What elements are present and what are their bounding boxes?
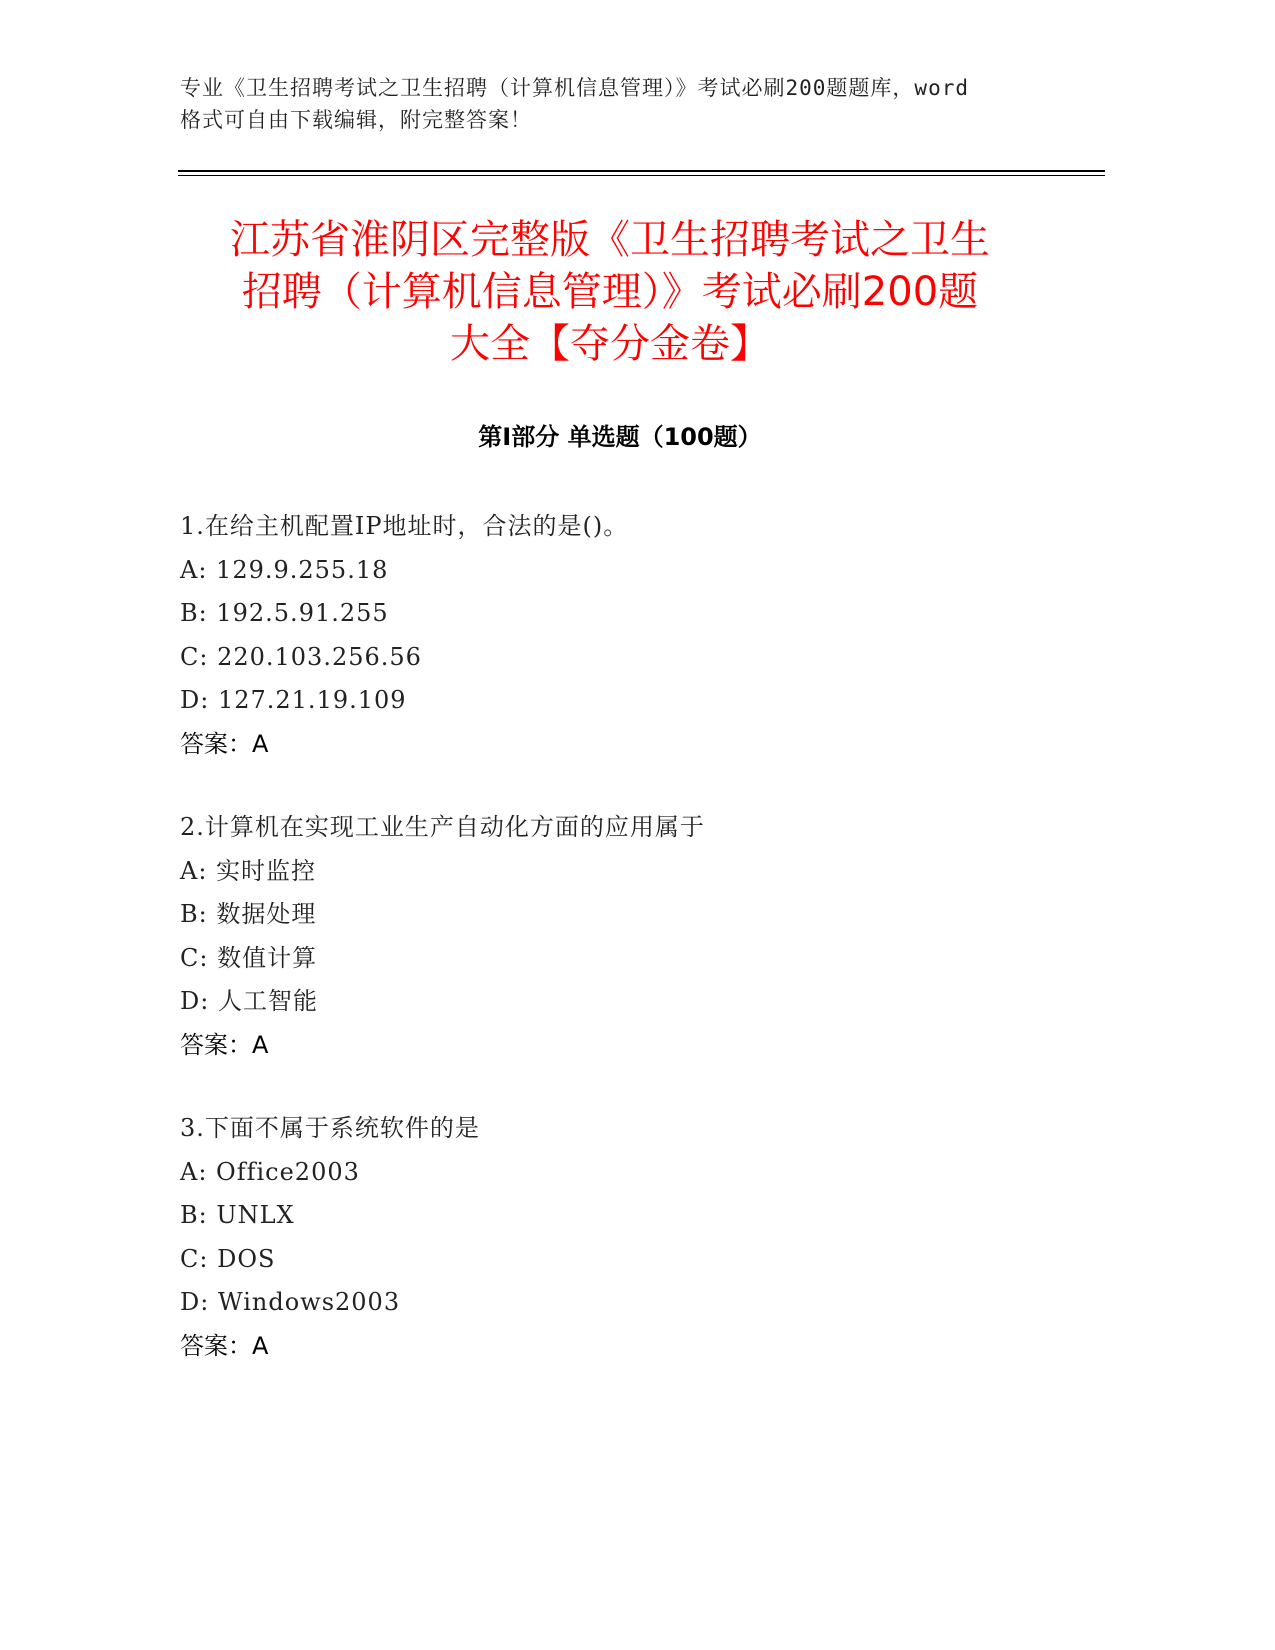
answer: 答案：A xyxy=(180,1030,269,1059)
option-a: A: 实时监控 xyxy=(180,856,317,885)
option-b: B: UNLX xyxy=(180,1201,295,1229)
option-d: D: 人工智能 xyxy=(180,987,318,1015)
option-c: C: 220.103.256.56 xyxy=(180,642,422,671)
question-list xyxy=(180,505,1080,1408)
header-divider-thick xyxy=(178,170,1105,172)
option-a: A: Office2003 xyxy=(180,1157,360,1186)
option-d: D: Windows2003 xyxy=(180,1288,401,1316)
question-text: 3.下面不属于系统软件的是 xyxy=(180,1114,480,1142)
document-title-line-1: 江苏省淮阴区完整版《卫生招聘考试之卫生 xyxy=(230,217,990,263)
section-title: 第Ⅰ部分 单选题（100题） xyxy=(478,423,762,451)
header-note-line-1: 专业《卫生招聘考试之卫生招聘（计算机信息管理）》考试必刷200题题库，word xyxy=(180,76,969,100)
option-b: B: 数据处理 xyxy=(180,900,317,928)
option-c: C: 数值计算 xyxy=(180,943,318,972)
question-3 xyxy=(180,1107,1080,1368)
question-2 xyxy=(180,806,1080,1067)
question-1 xyxy=(180,505,1080,766)
option-a: A: 129.9.255.18 xyxy=(180,555,389,584)
header-note-line-2: 格式可自由下载编辑，附完整答案！ xyxy=(180,108,532,132)
header-note xyxy=(180,72,1060,136)
answer: 答案：A xyxy=(180,1331,269,1360)
document-title-line-2: 招聘（计算机信息管理）》考试必刷200题 xyxy=(241,269,979,315)
document-title-line-3: 大全【夺分金卷】 xyxy=(450,321,770,367)
option-b: B: 192.5.91.255 xyxy=(180,599,389,627)
option-c: C: DOS xyxy=(180,1244,276,1273)
document-title xyxy=(180,214,1040,370)
header-divider-thin xyxy=(178,175,1105,176)
answer: 答案：A xyxy=(180,729,269,758)
question-text: 1.在给主机配置IP地址时，合法的是()。 xyxy=(180,512,629,540)
question-text: 2.计算机在实现工业生产自动化方面的应用属于 xyxy=(180,813,705,841)
option-d: D: 127.21.19.109 xyxy=(180,686,407,714)
